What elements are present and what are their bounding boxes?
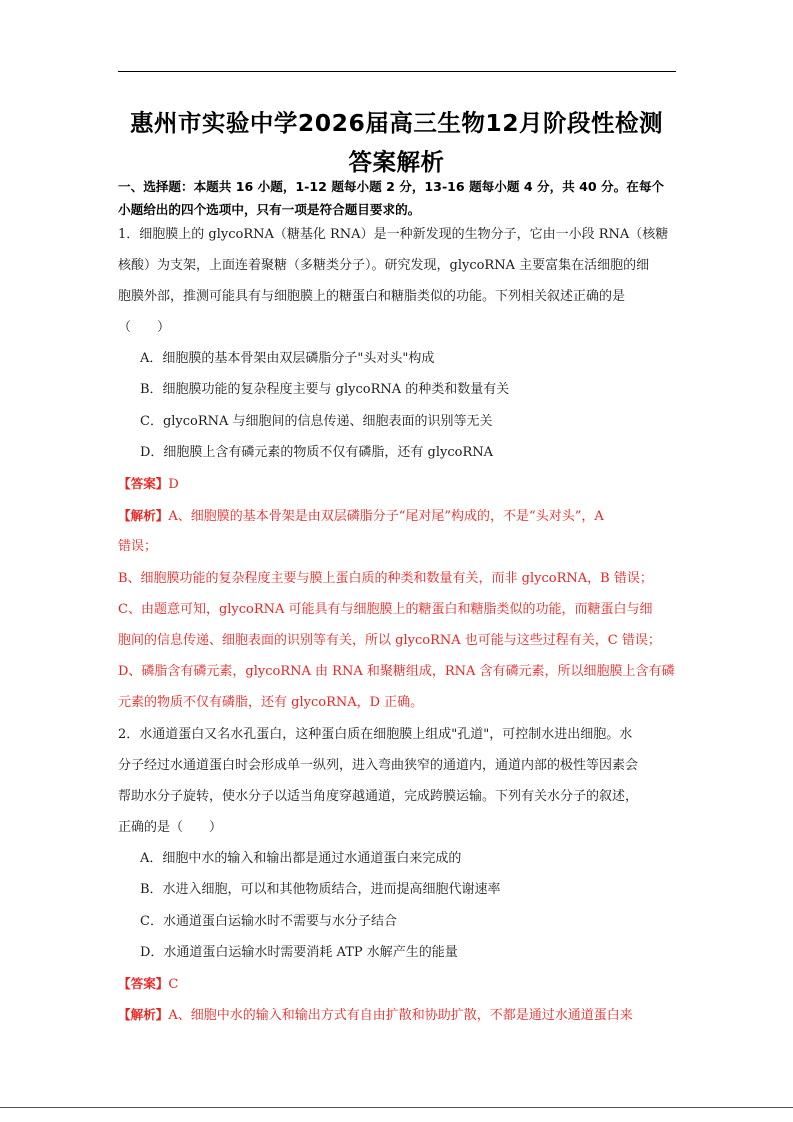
analysis-text: A、细胞中水的输入和输出方式有自由扩散和协助扩散，不都是通过水通道蛋白来 — [168, 1008, 633, 1023]
q1-analysis-line: C、由题意可知，glycoRNA 可能具有与细胞膜上的糖蛋白和糖脂类似的功能，而糖蛋白与细 — [118, 602, 653, 617]
q1-option-b: B．细胞膜功能的复杂程度主要与 glycoRNA 的种类和数量有关 — [140, 382, 510, 397]
q1-analysis-line: 胞间的信息传递、细胞表面的识别等有关，所以 glycoRNA 也可能与这些过程有关，C 错误； — [118, 633, 661, 648]
q1-stem-line: （ ） — [118, 320, 171, 335]
q2-stem-line: 帮助水分子旋转，使水分子以适当角度穿越通道，完成跨膜运输。下列有关水分子的叙述， — [118, 789, 639, 804]
page-title: 惠州市实验中学2026届高三生物12月阶段性检测 — [129, 109, 664, 137]
q1-option-c: C．glycoRNA 与细胞间的信息传递、细胞表面的识别等无关 — [140, 414, 493, 429]
q1-stem-line: 1．细胞膜上的 glycoRNA（糖基化 RNA）是一种新发现的生物分子，它由一小段 RNA（核糖 — [118, 227, 669, 242]
q1-analysis-line: 元素的物质不仅有磷脂，还有 glycoRNA，D 正确。 — [118, 695, 424, 710]
q2-analysis-line — [118, 1006, 678, 1025]
answer-label: 【答案】 — [118, 476, 169, 491]
answer-label: 【答案】 — [118, 976, 169, 991]
q2-answer — [118, 975, 678, 994]
answer-value: D — [168, 477, 179, 492]
q2-option-d: D．水通道蛋白运输水时需要消耗 ATP 水解产生的能量 — [140, 945, 458, 960]
top-rule — [118, 71, 676, 72]
bottom-rule — [0, 1107, 793, 1108]
analysis-label: 【解析】 — [118, 1007, 169, 1022]
q1-analysis-line: 错误； — [118, 539, 158, 554]
q2-stem-line: 分子经过水通道蛋白时会形成单一纵列，进入弯曲狭窄的通道内，通道内部的极性等因素会 — [118, 758, 639, 773]
section-heading: 一、选择题：本题共 16 小题，1-12 题每小题 2 分，13-16 题每小题 4 分，共 40 分。在每个 — [118, 179, 665, 194]
q1-stem-line: 胞膜外部，推测可能具有与细胞膜上的糖蛋白和糖脂类似的功能。下列相关叙述正确的是 — [118, 289, 626, 304]
page-subtitle: 答案解析 — [348, 148, 445, 176]
section-heading-cont: 小题给出的四个选项中，只有一项是符合题目要求的。 — [118, 202, 421, 217]
q1-analysis-line: D、磷脂含有磷元素，glycoRNA 由 RNA 和聚糖组成，RNA 含有磷元素，所以细胞膜上含有磷 — [118, 664, 675, 679]
analysis-label: 【解析】 — [118, 508, 169, 523]
q1-answer — [118, 475, 678, 494]
q2-option-a: A．细胞中水的输入和输出都是通过水通道蛋白来完成的 — [140, 851, 462, 866]
q2-option-c: C．水通道蛋白运输水时不需要与水分子结合 — [140, 914, 397, 929]
q1-stem-line: 核酸）为支架，上面连着聚糖（多糖类分子）。研究发现，glycoRNA 主要富集在活细胞的细 — [118, 258, 650, 273]
analysis-text: A、细胞膜的基本骨架是由双层磷脂分子“尾对尾”构成的，不是“头对头”，A — [168, 509, 604, 524]
q1-option-d: D．细胞膜上含有磷元素的物质不仅有磷脂，还有 glycoRNA — [140, 445, 494, 460]
q1-option-a: A．细胞膜的基本骨架由双层磷脂分子"头对头"构成 — [140, 351, 435, 366]
q2-stem-line: 2．水通道蛋白又名水孔蛋白，这种蛋白质在细胞膜上组成"孔道"，可控制水进出细胞。水 — [118, 727, 633, 742]
q2-option-b: B．水进入细胞，可以和其他物质结合，进而提高细胞代谢速率 — [140, 882, 501, 897]
q2-stem-line: 正确的是（ ） — [118, 820, 223, 835]
answer-value: C — [168, 977, 179, 992]
q1-analysis-line — [118, 507, 678, 526]
q1-analysis-line: B、细胞膜功能的复杂程度主要与膜上蛋白质的种类和数量有关，而非 glycoRNA，B 错误； — [118, 571, 653, 586]
